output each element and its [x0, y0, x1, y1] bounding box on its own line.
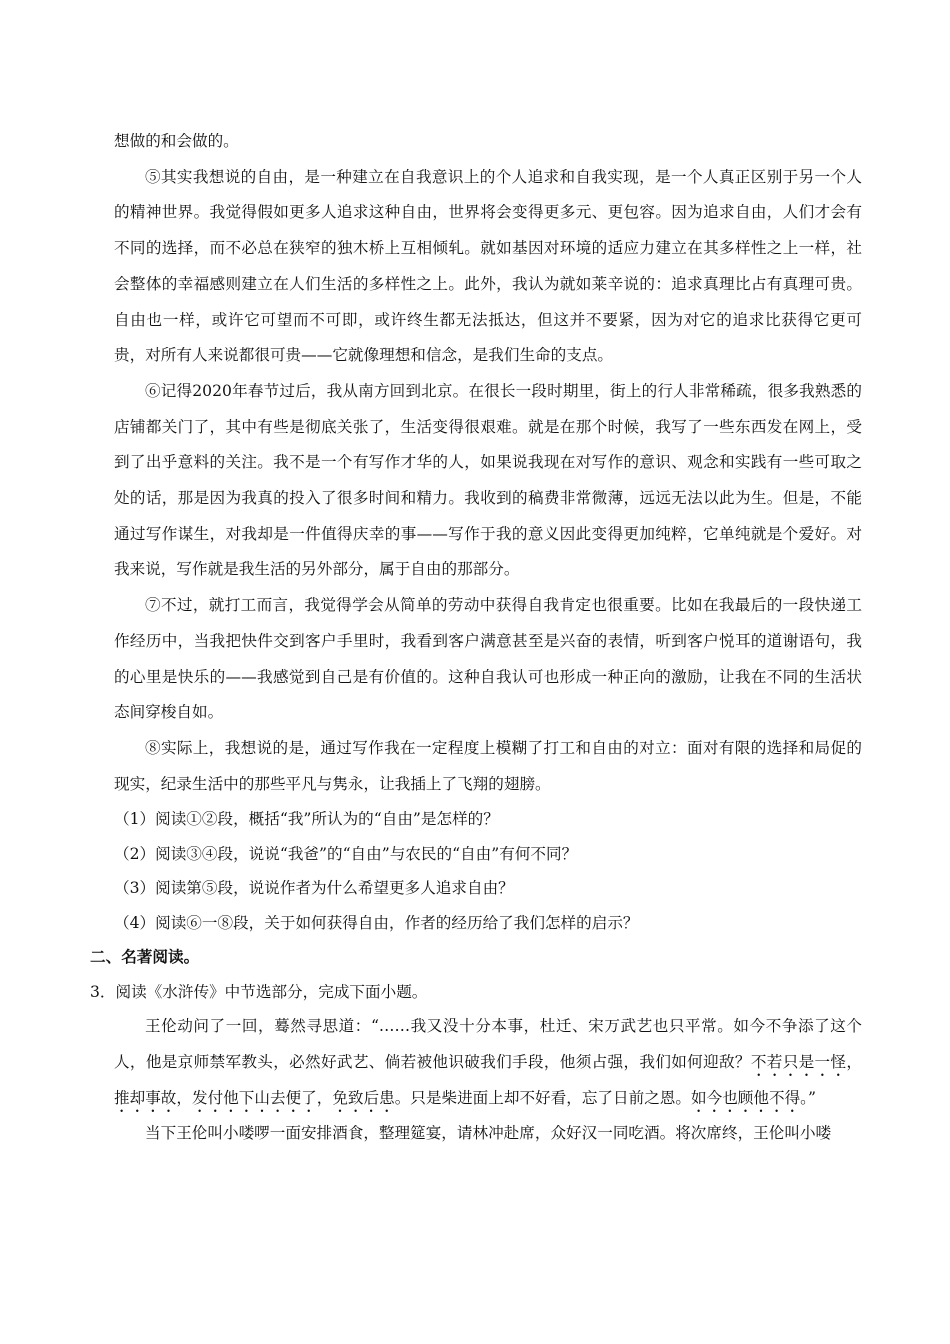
question-3: （3）阅读第⑤段，说说作者为什么希望更多人追求自由？ — [114, 879, 514, 898]
emphasized-text: 不若只是一怪，推却事故，发付他下山去便了，免致后患。 — [114, 1053, 862, 1107]
excerpt-paragraph-2: 当下王伦叫小喽啰一面安排酒食，整理筵宴，请林冲赴席，众好汉一同吃酒。将次席终，王伦叫小喽 — [145, 1124, 832, 1143]
emphasized-text: 如今也顾他不得。 — [691, 1088, 808, 1107]
question-2: （2）阅读③④段，说说“我爸”的“自由”与农民的“自由”有何不同？ — [114, 844, 578, 863]
question-1: （1）阅读①②段，概括“我”所认为的“自由”是怎样的？ — [114, 810, 499, 829]
excerpt-text: 王伦动问了一回，蓦然寻思道：“……我又没十分本事，杜迁、宋万武艺也只平常。如今不争添了这个人，他是京师禁军教头，必然好武艺、倘若被他识破我们手段，他须占强，我们如何迎敌？ — [114, 1017, 862, 1072]
paragraph-6: ⑥记得2020年春节过后，我从南方回到北京。在很长一段时期里，街上的行人非常稀疏，很多我熟悉的店铺都关门了，其中有些是彻底关张了，生活变得很艰难。就是在那个时候，我写了一些东西发在网上，受到了出乎意料的关注。我不是一个有写作才华的人，如果说我现在对写作的意识、观念和实践有一些可取之处的话，那是因为我真的投入了很多时间和精力。我收到的稿费非常微薄，远远无法以此为生。但是，不能通过写作谋生，对我却是一件值得庆幸的事——写作于我的意义因此变得更加纯粹，它单纯就是个爱好。对我来说，写作就是我生活的另外部分，属于自由的那部分。 — [114, 381, 862, 579]
paragraph-5: ⑤其实我想说的自由，是一种建立在自我意识上的个人追求和自我实现，是一个人真正区别于另一个人的精神世界。我觉得假如更多人追求这种自由，世界将会变得更多元、更包容。因为追求自由，人们才会有不同的选择，而不必总在狭窄的独木桥上互相倾轧。就如基因对环境的适应力建立在其多样性之上一样，社会整体的幸福感则建立在人们生活的多样性之上。此外，我认为就如莱辛说的：追求真理比占有真理可贵。自由也一样，或许它可望而不可即，或许终生都无法抵达，但这并不要紧，因为对它的追求比获得它更可贵，对所有人来说都很可贵——它就像理想和信念，是我们生命的支点。 — [114, 167, 862, 365]
section-title: 二、名著阅读。 — [90, 948, 200, 967]
excerpt-text: 只是柴进面上却不好看，忘了日前之恩。 — [410, 1088, 691, 1107]
paragraph-7: ⑦不过，就打工而言，我觉得学会从简单的劳动中获得自我肯定也很重要。比如在我最后的一段快递工作经历中，当我把快件交到客户手里时，我看到客户满意甚至是兴奋的表情，听到客户悦耳的道谢语句，我的心里是快乐的——我感觉到自己是有价值的。这种自我认可也形成一种正向的激励，让我在不同的生活状态间穿梭自如。 — [114, 596, 862, 722]
paragraph-continuation: 想做的和会做的。 — [114, 132, 239, 150]
document-content — [90, 124, 862, 1152]
excerpt-paragraph-1 — [114, 1009, 862, 1116]
question-item-3: 3．阅读《水浒传》中节选部分，完成下面小题。 — [90, 982, 428, 1001]
question-4: （4）阅读⑥一⑧段，关于如何获得自由，作者的经历给了我们怎样的启示？ — [114, 913, 639, 932]
paragraph-8: ⑧实际上，我想说的是，通过写作我在一定程度上模糊了打工和自由的对立：面对有限的选择和局促的现实，纪录生活中的那些平凡与隽永，让我插上了飞翔的翅膀。 — [114, 738, 862, 793]
excerpt-text: ” — [807, 1088, 816, 1107]
